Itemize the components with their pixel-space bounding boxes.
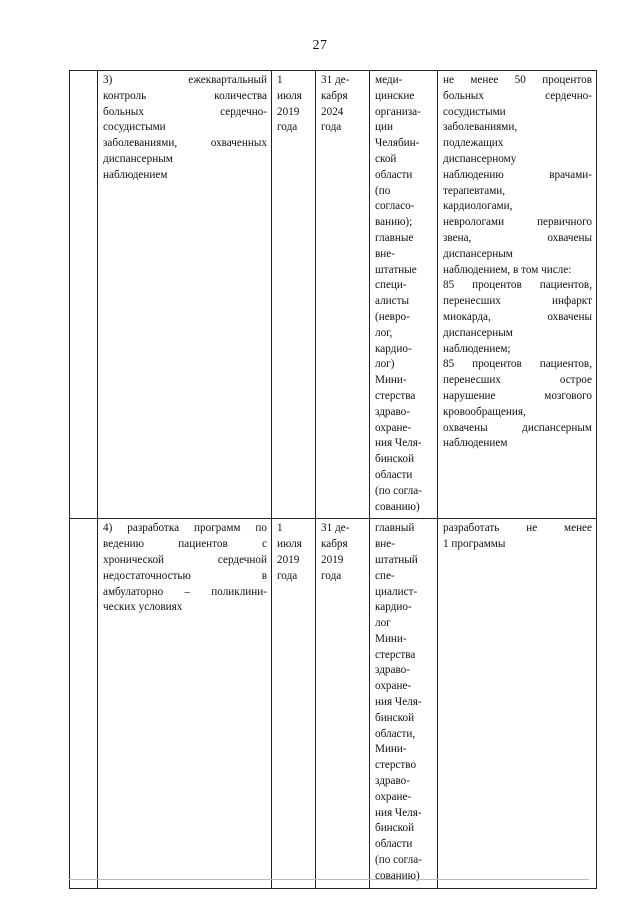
result-cell-line: разработать не менее (443, 522, 592, 535)
responsible-cell-line: главный (375, 522, 415, 535)
responsible-cell-line: вне- (375, 538, 395, 551)
responsible-cell-line: стерства (375, 389, 416, 402)
action-cell (98, 519, 272, 888)
responsible-cell-line: лог, (375, 326, 393, 339)
end-date-cell (316, 519, 370, 888)
result-cell-line: терапевтами, (443, 184, 506, 197)
result-cell-line: перенесших острое (443, 374, 592, 387)
responsible-cell-line: согласо- (375, 200, 415, 213)
row-number-cell (70, 519, 98, 888)
responsible-cell-line: сованию) (375, 500, 420, 513)
responsible-cell (370, 71, 438, 519)
responsible-cell-line: кардио- (375, 601, 412, 614)
end-date-cell-line: 31 де- (321, 74, 350, 86)
action-cell-line: диспансерным (103, 152, 173, 165)
action-cell-line: заболеваниями, охваченных (103, 137, 267, 150)
result-cell-line: кровообращения, (443, 405, 526, 418)
responsible-cell-line: вне- (375, 247, 395, 260)
end-date-cell-line: кабря (321, 538, 348, 551)
measures-table-body (70, 71, 597, 889)
result-cell-line: нарушение мозгового (443, 389, 592, 402)
responsible-cell-line: области (375, 468, 413, 481)
responsible-cell-line: спе- (375, 569, 395, 582)
start-date-cell-line: года (277, 121, 298, 134)
responsible-cell-line: бинской (375, 711, 415, 724)
end-date-cell-line: года (321, 121, 342, 134)
start-date-cell-line: 2019 (277, 553, 300, 566)
result-cell-line: диспансерным (443, 326, 513, 339)
row-number-cell (70, 71, 98, 519)
result-cell-line: заболеваниями, (443, 121, 518, 134)
responsible-cell-line: Мини- (375, 374, 407, 387)
action-cell-line: наблюдением (103, 168, 168, 181)
action-cell-line: 3) ежеквартальный (103, 74, 267, 86)
responsible-cell-line: главные (375, 231, 414, 244)
responsible-cell-line: ской (375, 152, 397, 165)
start-date-cell-line: 1 (277, 522, 283, 535)
responsible-cell-line: штатный (375, 553, 418, 566)
responsible-cell-line: штатные (375, 263, 417, 276)
responsible-cell-line: стерства (375, 648, 416, 661)
start-date-cell-line: июля (277, 89, 302, 102)
result-cell-line: 1 программы (443, 538, 506, 551)
responsible-cell-line: охране- (375, 680, 412, 693)
responsible-cell-line: области (375, 168, 413, 181)
end-date-cell-line: 31 де- (321, 522, 350, 535)
result-cell-line: наблюдением; (443, 342, 511, 355)
responsible-cell-line: алисты (375, 295, 410, 308)
responsible-cell-line: области (375, 838, 413, 851)
responsible-cell-line: специ- (375, 279, 407, 292)
result-cell-line: 85 процентов пациентов, (443, 279, 592, 292)
responsible-cell-line: лог) (375, 358, 395, 371)
action-cell-line: больных сердечно- (103, 105, 267, 118)
result-cell (438, 519, 597, 888)
responsible-cell-line: кардио- (375, 342, 412, 355)
result-cell-line: подлежащих (443, 137, 504, 150)
result-cell-line: кардиологами, (443, 200, 513, 213)
result-cell-line: неврологами первичного (443, 216, 592, 229)
result-cell-line: перенесших инфаркт (443, 295, 592, 308)
start-date-cell (272, 71, 316, 519)
action-cell-line: амбулаторно – поликлини- (103, 585, 267, 598)
responsible-cell-line: лог (375, 617, 391, 630)
result-cell-line: сосудистыми (443, 105, 506, 118)
result-cell-line: звена, охвачены (443, 231, 592, 244)
start-date-cell-line: 2019 (277, 105, 300, 118)
start-date-cell (272, 519, 316, 888)
responsible-cell (370, 519, 438, 888)
result-cell-line: наблюдению врачами- (443, 168, 592, 181)
start-date-cell-line: года (277, 569, 298, 582)
action-cell-line: ведению пациентов с (103, 538, 267, 551)
responsible-cell-line: (по согла- (375, 854, 422, 867)
responsible-cell-line: ния Челя- (375, 696, 422, 709)
responsible-cell-line: здраво- (375, 664, 410, 677)
responsible-cell-line: Мини- (375, 632, 407, 645)
responsible-cell-line: бинской (375, 453, 415, 466)
end-date-cell-line: 2019 (321, 553, 344, 566)
end-date-cell-line: кабря (321, 89, 348, 102)
responsible-cell-line: здраво- (375, 405, 410, 418)
result-cell-line: больных сердечно- (443, 89, 592, 102)
action-cell-line: хронической сердечной (103, 553, 267, 566)
result-cell-line: 85 процентов пациентов, (443, 358, 592, 371)
action-cell-line: недостаточностью в (103, 569, 267, 582)
responsible-cell-line: циалист- (375, 585, 418, 598)
responsible-cell-line: бинской (375, 822, 415, 835)
result-cell-line: диспансерному (443, 152, 517, 165)
responsible-cell-line: (невро- (375, 310, 410, 323)
action-cell-line: ческих условиях (103, 601, 183, 614)
responsible-cell-line: здраво- (375, 775, 410, 788)
responsible-cell-line: ния Челя- (375, 437, 422, 450)
responsible-cell-line: области, (375, 727, 416, 740)
responsible-cell-line: ции (375, 121, 393, 134)
start-date-cell-line: июля (277, 538, 302, 551)
measures-table (69, 70, 597, 889)
end-date-cell-line: 2024 (321, 105, 344, 118)
result-cell (438, 71, 597, 519)
result-cell-line: миокарда, охвачены (443, 310, 592, 323)
responsible-cell-line: (по согла- (375, 484, 422, 497)
responsible-cell-line: охране- (375, 421, 412, 434)
responsible-cell-line: цинские (375, 89, 415, 102)
result-cell-line: наблюдением (443, 437, 508, 450)
responsible-cell-line: ванию); (375, 216, 413, 229)
responsible-cell-line: охране- (375, 790, 412, 803)
responsible-cell-line: Челябин- (375, 137, 420, 150)
footer-rule (69, 879, 589, 880)
table-row (70, 71, 597, 519)
responsible-cell-line: сованию) (375, 869, 420, 882)
responsible-cell-line: стерство (375, 759, 417, 772)
table-row (70, 519, 597, 888)
responsible-cell-line: Мини- (375, 743, 407, 756)
responsible-cell-line: меди- (375, 74, 403, 86)
responsible-cell-line: (по (375, 184, 391, 197)
result-cell-line: диспансерным (443, 247, 513, 260)
end-date-cell-line: года (321, 569, 342, 582)
end-date-cell (316, 71, 370, 519)
action-cell-line: 4) разработка программ по (103, 522, 267, 535)
action-cell-line: сосудистыми (103, 121, 166, 134)
responsible-cell-line: организа- (375, 105, 421, 118)
page-number: 27 (312, 38, 328, 53)
result-cell-line: не менее 50 процентов (443, 74, 592, 86)
responsible-cell-line: ния Челя- (375, 806, 422, 819)
action-cell-line: контроль количества (103, 89, 267, 102)
action-cell (98, 71, 272, 519)
result-cell-line: охвачены диспансерным (443, 421, 592, 434)
result-cell-line: наблюдением, в том числе: (443, 263, 572, 276)
start-date-cell-line: 1 (277, 74, 283, 86)
